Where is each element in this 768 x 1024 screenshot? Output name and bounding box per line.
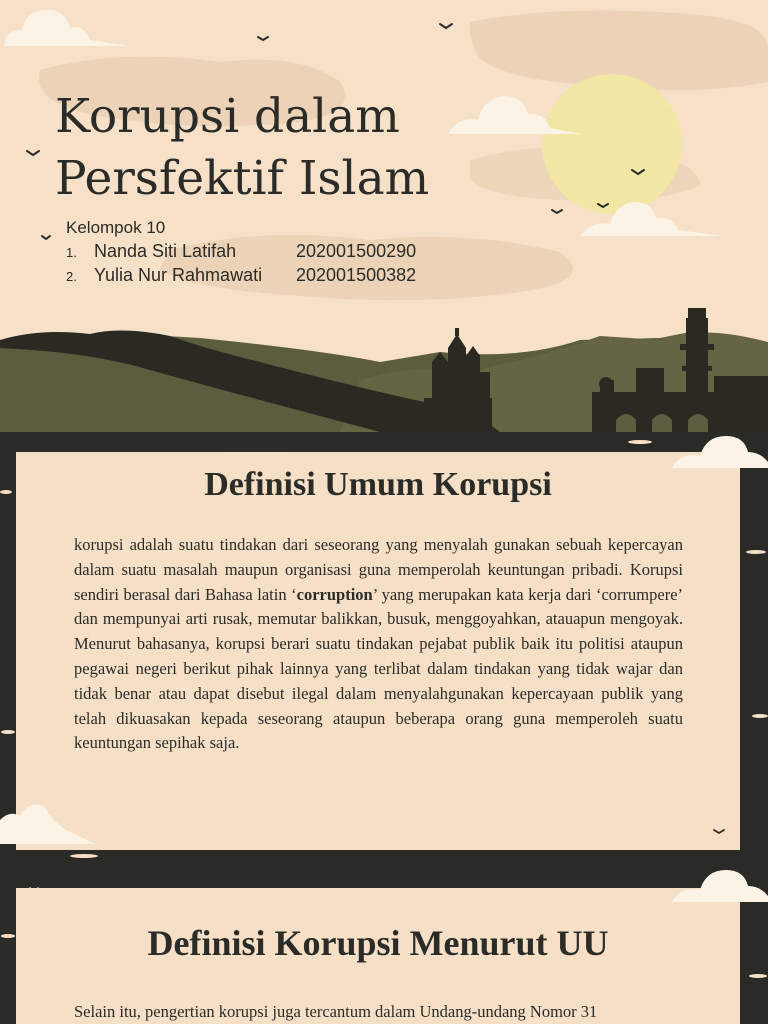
- law-definition-slide: [0, 866, 768, 1024]
- page-title: [55, 86, 429, 210]
- title-line-2: Persfektif Islam: [55, 151, 430, 206]
- landscape-illustration: [0, 0, 768, 432]
- section-heading: Definisi Umum Korupsi: [204, 466, 552, 503]
- paragraph-text-part-1: korupsi adalah suatu tindakan dari seseorang yang menyalah gunakan sebuah kepercayan dalam suatu masalah maupun organisasi guna memperolah keuntungan pribadi. Korupsi sendiri berasal dari Bahasa latin ‘: [74, 535, 683, 604]
- title-slide: [0, 0, 768, 432]
- sun: [542, 74, 682, 214]
- paragraph-emphasis: corruption: [296, 584, 373, 604]
- list-item: [66, 241, 416, 265]
- cloud: [4, 10, 128, 46]
- paragraph-text-part-2: ’ yang merupakan kata kerja dari ‘corrumpere’ dan mempunyai arti rusak, memutar balikkan, busuk, menggoyahkan, atauapun mengoyak. Menurut bahasanya, korupsi berari suatu tindakan pejabat publik baik itu politisi ataupun pegawai negeri berikut pihak lainnya yang terlibat dalam tindakan yang tidak wajar dan tidak benar atau dapat disebut ilegal dalam menyalahgunakan kepercayaan publik yang telah dikuasakan kepada seseorang ataupun beberapa orang guna memperoleh suatu keuntungan sepihak saja.: [74, 584, 684, 753]
- definition-slide: [0, 432, 768, 864]
- member-name: Nanda Siti Latifah: [94, 241, 237, 261]
- section-heading: Definisi Korupsi Menurut UU: [147, 923, 609, 963]
- member-number: 2.: [66, 269, 77, 284]
- law-paragraph: Selain itu, pengertian korupsi juga tercantum dalam Undang-undang Nomor 31: [74, 1002, 598, 1021]
- member-id: 202001500290: [296, 241, 417, 261]
- list-item: [66, 265, 416, 289]
- castle-silhouette: [424, 328, 492, 432]
- definition-paragraph: [74, 533, 683, 756]
- member-list: [66, 241, 416, 289]
- group-label: Kelompok 10: [66, 218, 166, 237]
- member-name: Yulia Nur Rahmawati: [94, 265, 263, 285]
- member-id: 202001500382: [296, 265, 417, 285]
- member-number: 1.: [66, 245, 77, 260]
- title-line-1: Korupsi dalam: [55, 89, 400, 144]
